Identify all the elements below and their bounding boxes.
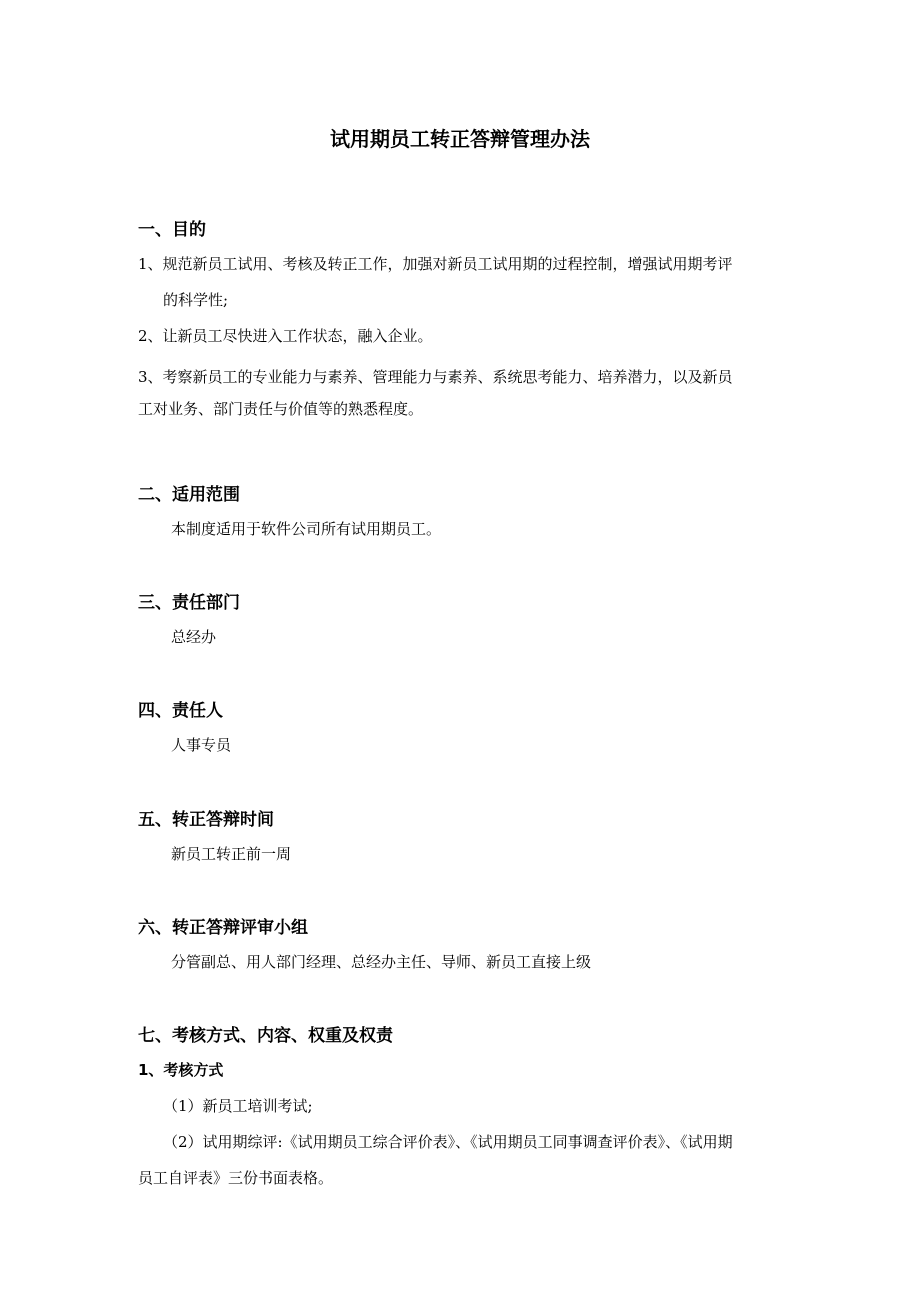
- assessment-item-2-line-2: 员工自评表》三份书面表格。: [138, 1169, 334, 1187]
- section-heading-assessment: 七、考核方式、内容、权重及权责: [138, 1026, 393, 1046]
- section-heading-department: 三、责任部门: [138, 593, 240, 613]
- purpose-item-3-line-2: 工对业务、部门责任与价值等的熟悉程度。: [138, 400, 424, 418]
- assessment-subheading-method: 1、考核方式: [138, 1061, 224, 1079]
- review-panel-body: 分管副总、用人部门经理、总经办主任、导师、新员工直接上级: [171, 953, 592, 971]
- section-heading-defense-time: 五、转正答辩时间: [138, 810, 274, 830]
- scope-body: 本制度适用于软件公司所有试用期员工。: [171, 520, 442, 538]
- purpose-item-3-line-1: 3、考察新员工的专业能力与素养、管理能力与素养、系统思考能力、培养潜力，以及新员: [138, 368, 733, 386]
- responsible-person-body: 人事专员: [171, 736, 232, 754]
- document-title: 试用期员工转正答辩管理办法: [330, 127, 590, 151]
- purpose-item-1-line-1: 1、规范新员工试用、考核及转正工作，加强对新员工试用期的过程控制，增强试用期考评: [138, 255, 733, 273]
- section-heading-purpose: 一、目的: [138, 220, 206, 240]
- section-heading-review-panel: 六、转正答辩评审小组: [138, 918, 308, 938]
- assessment-item-2-line-1: （2）试用期综评:《试用期员工综合评价表》、《试用期员工同事调查评价表》、《试用期: [163, 1133, 733, 1151]
- defense-time-body: 新员工转正前一周: [171, 845, 292, 863]
- section-heading-scope: 二、适用范围: [138, 485, 240, 505]
- department-body: 总经办: [171, 628, 217, 646]
- purpose-item-2: 2、让新员工尽快进入工作状态，融入企业。: [138, 327, 433, 345]
- purpose-item-1-line-2: 的科学性;: [163, 291, 229, 309]
- assessment-item-1: （1）新员工培训考试;: [163, 1097, 313, 1115]
- section-heading-responsible-person: 四、责任人: [138, 701, 223, 721]
